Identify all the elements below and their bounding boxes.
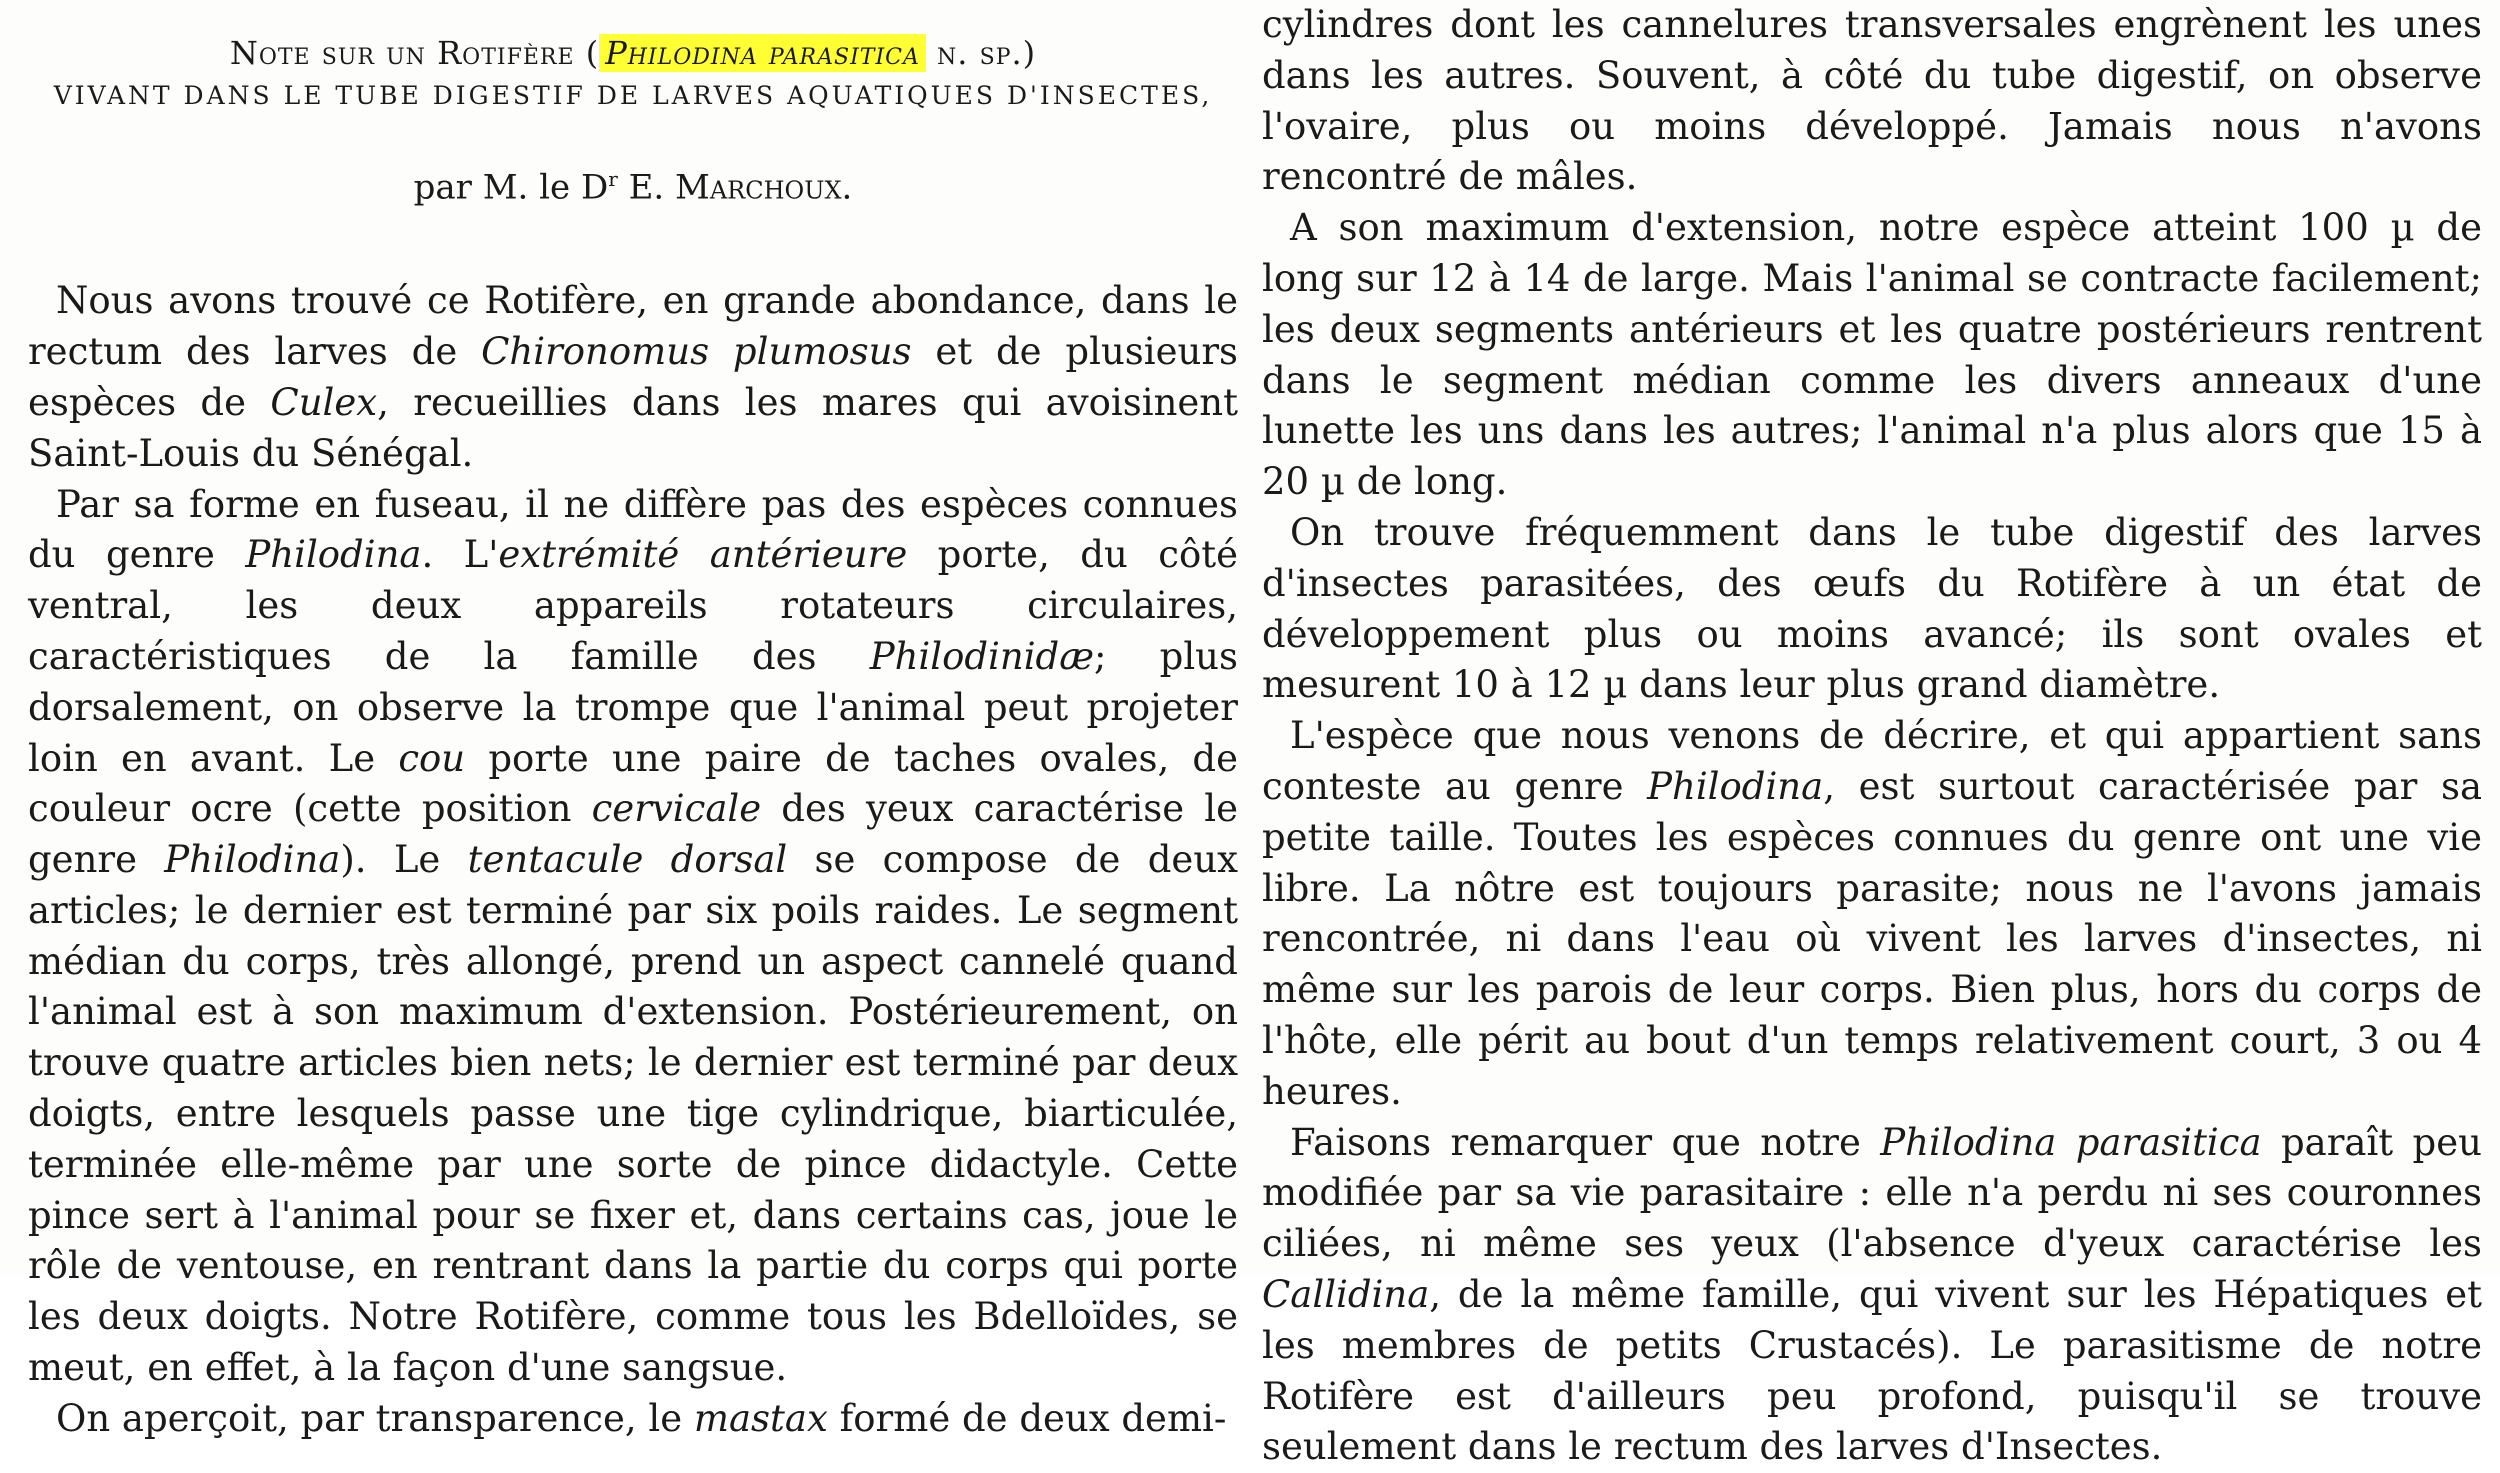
paragraph-4: A son maximum d'extension, notre espèce atteint 100 µ de long sur 12 à 14 de large. Mais l'animal se contracte facilement; les deux segments antérieurs et les quatre postérieurs rentrent dans le segment médian comme les divers anneaux d'une lunette les uns dans les autres; l'animal n'a plus alors que 15 à 20 µ de long.: [1262, 206, 2483, 504]
title-block: [28, 30, 1238, 212]
paragraph-continued: cylindres dont les cannelures transversales engrènent les unes dans les autres. Souvent, à côté du tube digestif, on observe l'ovaire, plus ou moins développé. Jamais nous n'avons rencontré de mâles.: [1262, 3, 2482, 199]
paragraph-6: L'espèce que nous venons de décrire, et qui appartient sans conteste au genre Philodina, est surtout caractérisée par sa petite taille. Toutes les espèces connues du genre ont une vie libre. La nôtre est toujours parasite; nous ne l'avons jamais rencontrée, ni dans l'eau où vivent les larves d'insectes, ni même sur les parois de leur corps. Bien plus, hors du corps de l'hôte, elle périt au bout d'un temps relativement court, 3 ou 4 heures.: [1262, 714, 2483, 1113]
left-body-text: [28, 276, 1238, 1444]
article-subtitle: VIVANT DANS LE TUBE DIGESTIF DE LARVES AQUATIQUES D'INSECTES,: [53, 81, 1213, 110]
author-superscript: r: [608, 167, 618, 191]
title-text-before: Note sur un Rotifère (: [229, 34, 600, 72]
title-text-after: n. sp.): [925, 34, 1037, 72]
author-prefix: par M. le D: [413, 167, 609, 208]
highlighted-species-name[interactable]: Philodina parasitica: [599, 34, 926, 72]
author-line: [28, 154, 1238, 212]
article-title: [28, 30, 1238, 76]
paragraph-1: Nous avons trouvé ce Rotifère, en grande abondance, dans le rectum des larves de Chironomus plumosus et de plusieurs espèces de Culex, recueillies dans les mares qui avoisinent Saint-Louis du Sénégal.: [28, 279, 1238, 475]
right-column: [1262, 0, 2482, 1473]
paragraph-7: Faisons remarquer que notre Philodina parasitica paraît peu modifiée par sa vie parasitaire : elle n'a perdu ni ses couronnes ciliées, ni même ses yeux (l'absence d'yeux caractérise les Callidina, de la même famille, qui vivent sur les Hépatiques et les membres de petits Crustacés). Le parasitisme de notre Rotifère est d'ailleurs peu profond, puisqu'il se trouve seulement dans le rectum des larves d'Insectes.: [1262, 1120, 2482, 1469]
paragraph-2: Par sa forme en fuseau, il ne diffère pas des espèces connues du genre Philodina. L'extrémité antérieure porte, du côté ventral, les deux appareils rotateurs circulaires, caractéristiques de la famille des Philodinidæ; plus dorsalement, on observe la trompe que l'animal peut projeter loin en avant. Le cou porte une paire de taches ovales, de couleur ocre (cette position cervicale des yeux caractérise le genre Philodina). Le tentacule dorsal se compose de deux articles; le dernier est terminé par six poils raides. Le segment médian du corps, très allongé, prend un aspect cannelé quand l'animal est à son maximum d'extension. Postérieurement, on trouve quatre articles bien nets; le dernier est terminé par deux doigts, entre lesquels passe une tige cylindrique, biarticulée, terminée elle-même par une sorte de pince didactyle. Cette pince sert à l'animal pour se fixer et, dans certains cas, joue le rôle de ventouse, en rentrant dans la partie du corps qui porte les deux doigts. Notre Rotifère, comme tous les Bdelloïdes, se meut, en effet, à la façon d'une sangsue.: [28, 482, 1239, 1390]
author-name: E. Marchoux.: [617, 167, 853, 208]
right-body-text: [1262, 0, 2482, 1473]
paragraph-3: On aperçoit, par transparence, le mastax formé de deux demi-: [56, 1396, 1227, 1440]
paragraph-5: On trouve fréquemment dans le tube digestif des larves d'insectes parasitées, des œufs du Rotifère à un état de développement plus ou moins avancé; ils sont ovales et mesurent 10 à 12 µ dans leur plus grand diamètre.: [1262, 510, 2482, 707]
left-column: [28, 0, 1238, 1445]
